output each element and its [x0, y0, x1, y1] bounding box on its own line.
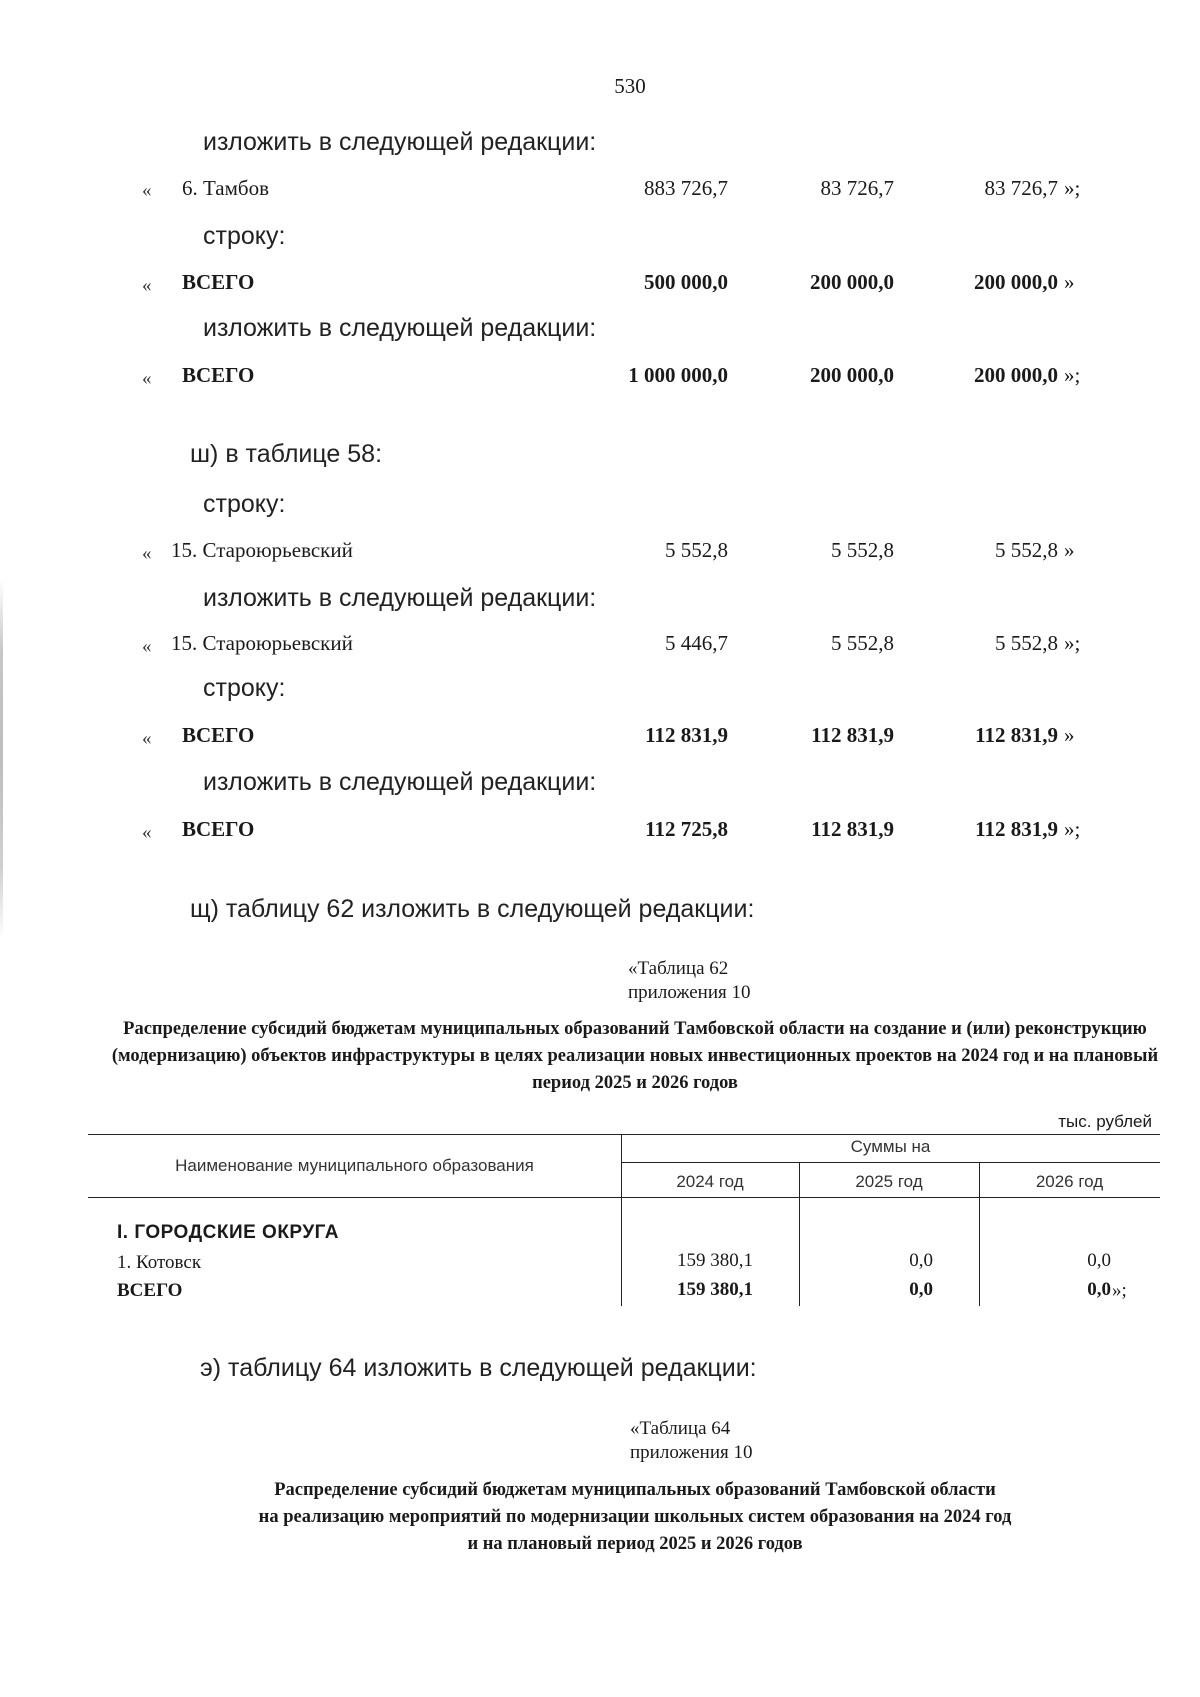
value-2026: 0,0: [1087, 1250, 1111, 1271]
value-2026: 5 552,8: [995, 631, 1058, 655]
quote-open: «: [142, 180, 152, 201]
table-title: Распределение субсидий бюджетам муниципальных образований Тамбовской области на создание и (или) реконструкцию (модернизацию) объектов инфраструктуры в целях реализации новых инвестиционных проектов на 2024 год и на плановый период 2025 и 2026 годов: [111, 1019, 1159, 1093]
quote-close: »;: [1064, 631, 1081, 655]
value-2024: 5 552,8: [665, 538, 728, 562]
value-2026: 83 726,7: [984, 176, 1058, 200]
row-name: ВСЕГО: [182, 270, 255, 294]
table-title-line: на реализацию мероприятий по модернизации школьных систем образования на 2024 год: [258, 1507, 1012, 1527]
quote-close: »;: [1112, 1280, 1127, 1301]
section-heading: ш) в таблице 58:: [190, 440, 383, 468]
table-caption: «Таблица 64: [630, 1418, 731, 1439]
page-number: 530: [614, 74, 646, 98]
scan-edge-artifact: [0, 580, 3, 940]
table-title-line: Распределение субсидий бюджетам муниципальных образований Тамбовской области: [274, 1480, 996, 1500]
row-name: 15. Староюрьевский: [171, 631, 353, 655]
edit-instruction: изложить в следующей редакции:: [203, 584, 597, 612]
header-bottom-border: [88, 1197, 1160, 1198]
value-2026: 200 000,0: [974, 270, 1058, 294]
value-2025: 200 000,0: [810, 270, 894, 294]
table-top-border: [88, 1134, 1160, 1135]
row-instruction: строку:: [203, 674, 286, 702]
value-2025: 5 552,8: [831, 631, 894, 655]
value-2025: 83 726,7: [820, 176, 894, 200]
column-header-2026: 2026 год: [1035, 1172, 1104, 1191]
value-2025: 0,0: [909, 1250, 933, 1271]
table-caption: «Таблица 62: [628, 958, 729, 979]
total-2026: 0,0: [1087, 1279, 1111, 1300]
quote-open: «: [142, 275, 152, 296]
quote-close: »: [1064, 270, 1075, 294]
total-2025: 0,0: [909, 1279, 933, 1300]
section-heading: э) таблицу 64 изложить в следующей редакции:: [200, 1354, 757, 1382]
value-2024: 883 726,7: [644, 176, 728, 200]
quote-close: »;: [1064, 363, 1081, 387]
value-2025: 112 831,9: [811, 723, 894, 747]
column-header-2025: 2025 год: [855, 1172, 923, 1191]
value-2025: 5 552,8: [831, 538, 894, 562]
value-2026: 5 552,8: [995, 538, 1058, 562]
table-caption-appendix: приложения 10: [628, 982, 751, 1003]
row-name: 1. Котовск: [117, 1252, 202, 1273]
value-2026: 200 000,0: [974, 363, 1058, 387]
section-heading: щ) таблицу 62 изложить в следующей редакции:: [190, 895, 755, 923]
header-divider: [621, 1162, 1160, 1163]
edit-instruction: изложить в следующей редакции:: [203, 768, 597, 796]
value-2026: 112 831,9: [975, 817, 1058, 841]
quote-close: »;: [1064, 817, 1081, 841]
value-2024: 500 000,0: [644, 270, 728, 294]
quote-close: »;: [1064, 176, 1081, 200]
table-caption-appendix: приложения 10: [630, 1442, 753, 1463]
value-2024: 112 725,8: [645, 817, 728, 841]
column-header-2024: 2024 год: [676, 1172, 744, 1191]
total-2024: 159 380,1: [677, 1279, 753, 1300]
quote-open: «: [142, 728, 152, 749]
value-2024: 5 446,7: [665, 631, 728, 655]
total-label: ВСЕГО: [117, 1280, 183, 1301]
edit-instruction: изложить в следующей редакции:: [203, 128, 597, 156]
quote-open: «: [142, 368, 152, 389]
value-2025: 200 000,0: [810, 363, 894, 387]
row-name: ВСЕГО: [182, 817, 255, 841]
quote-close: »: [1064, 538, 1075, 562]
column-group-header: Суммы на: [850, 1137, 931, 1156]
row-name: ВСЕГО: [182, 363, 255, 387]
row-name: 15. Староюрьевский: [171, 538, 353, 562]
quote-open: «: [142, 543, 152, 564]
row-name: ВСЕГО: [182, 723, 255, 747]
value-2025: 112 831,9: [811, 817, 894, 841]
value-2026: 112 831,9: [975, 723, 1058, 747]
quote-open: «: [142, 636, 152, 657]
row-instruction: строку:: [203, 222, 286, 250]
column-header-name: Наименование муниципального образования: [175, 1156, 534, 1175]
value-2024: 159 380,1: [677, 1250, 753, 1271]
value-2024: 112 831,9: [645, 723, 728, 747]
quote-open: «: [142, 822, 152, 843]
units-label: тыс. рублей: [1058, 1112, 1152, 1131]
section-row: I. ГОРОДСКИЕ ОКРУГА: [117, 1222, 339, 1243]
edit-instruction: изложить в следующей редакции:: [203, 314, 597, 342]
row-instruction: строку:: [203, 490, 286, 518]
value-2024: 1 000 000,0: [628, 363, 728, 387]
table-title-line: и на плановый период 2025 и 2026 годов: [467, 1534, 803, 1554]
quote-close: »: [1064, 723, 1075, 747]
row-name: 6. Тамбов: [182, 176, 270, 200]
